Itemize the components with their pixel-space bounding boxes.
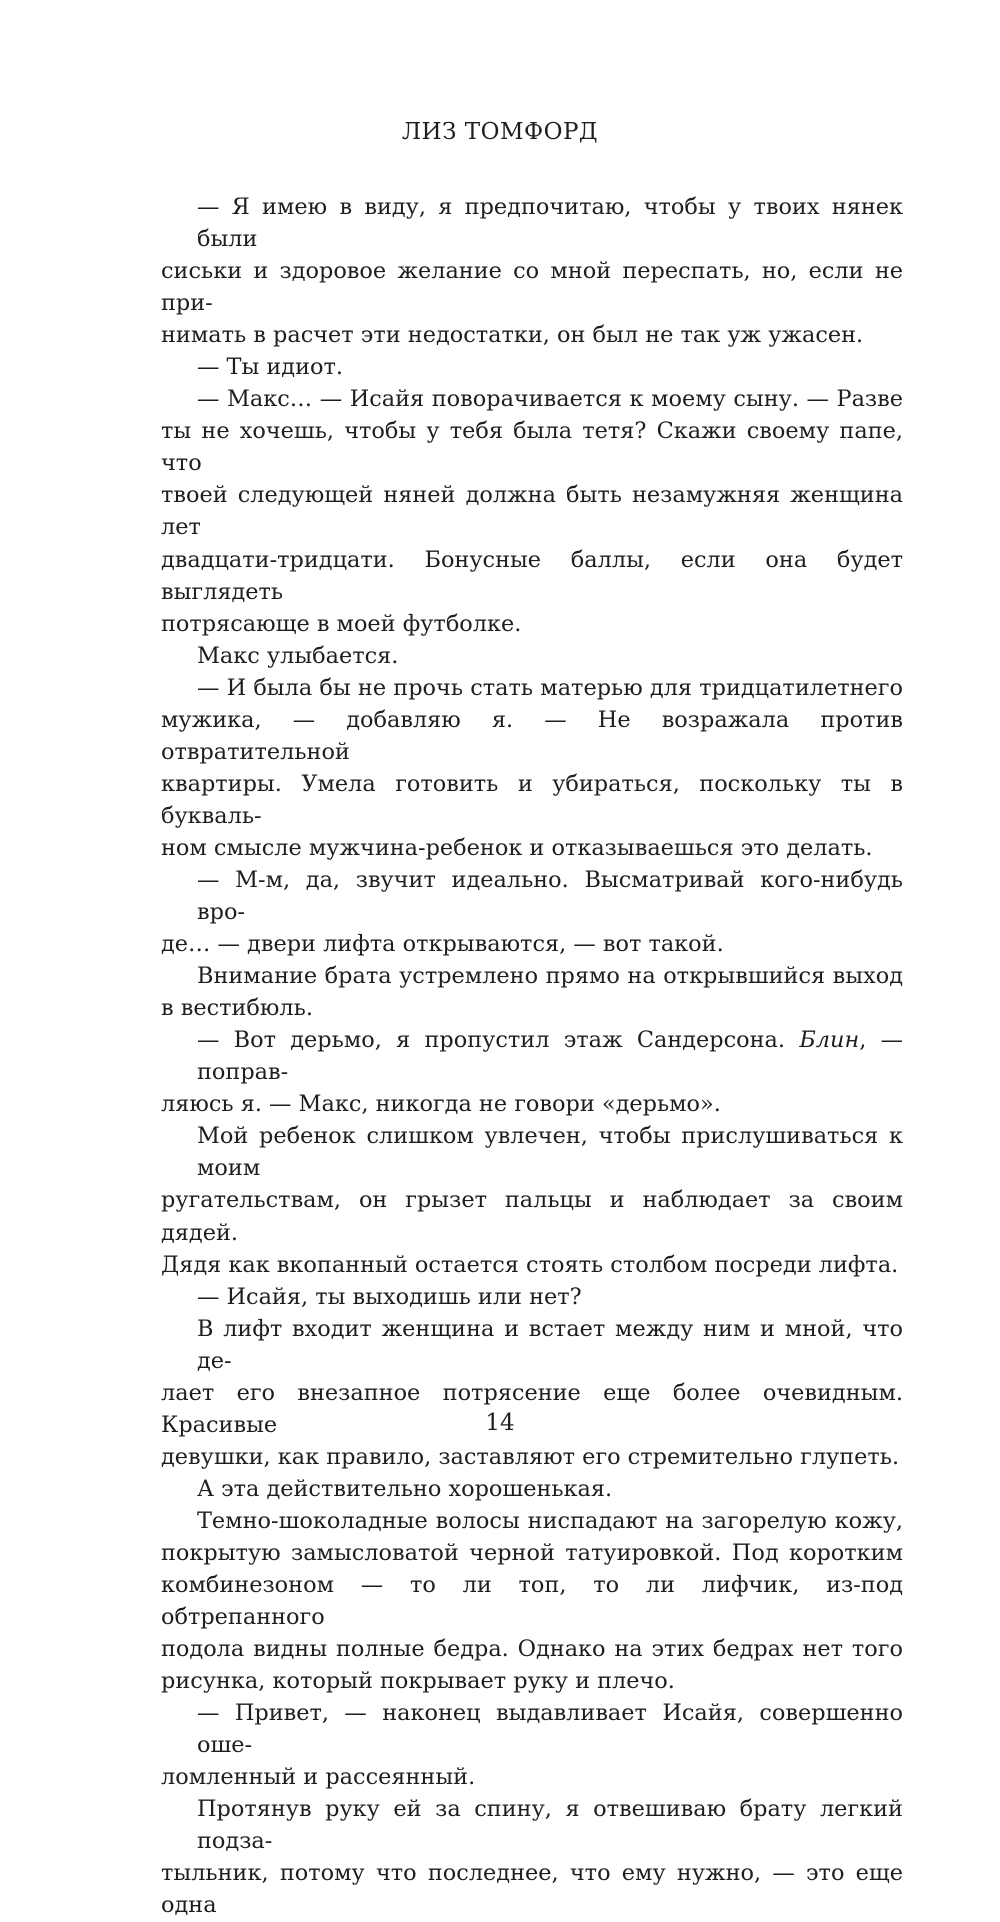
text-line: де… — двери лифта открываются, — вот такой. xyxy=(161,931,724,958)
text-line: покрытую замысловатой черной татуировкой. Под коротким xyxy=(161,1539,903,1566)
running-head: ЛИЗ ТОМФОРД xyxy=(401,119,599,145)
text-line: — Привет, — наконец выдавливает Исайя, совершенно ошe- xyxy=(197,1700,903,1759)
text-line: ляюсь я. — Макс, никогда не говори «дерьмо». xyxy=(161,1091,721,1118)
text-line: ном смысле мужчина-ребенок и отказываешься это делать. xyxy=(161,834,873,861)
text-line: нимать в расчет эти недостатки, он был не так уж ужасен. xyxy=(161,322,864,349)
text-line: ты не хочешь, чтобы у тебя была тетя? Скажи своему папе, что xyxy=(161,418,903,477)
text-line: — И была бы не прочь стать матерью для тридцатилетнего xyxy=(197,674,903,701)
text-line: — Исайя, ты выходишь или нет? xyxy=(197,1283,582,1310)
text-line: Дядя как вкопанный остается стоять столбом посреди лифта. xyxy=(161,1251,899,1278)
text-line: Внимание брата устремлено прямо на открывшийся выход xyxy=(197,963,903,990)
text-line: рисунка, который покрывает руку и плечо. xyxy=(161,1668,675,1695)
text-line: двадцати-тридцати. Бонусные баллы, если она будет выглядеть xyxy=(161,546,903,605)
text-line: ломленный и рассеянный. xyxy=(161,1764,476,1791)
page-number: 14 xyxy=(485,1410,515,1436)
text-line: сиськи и здоровое желание со мной переспать, но, если не при- xyxy=(161,258,903,317)
body-text xyxy=(161,191,903,1922)
text-line: — Я имею в виду, я предпочитаю, чтобы у твоих нянек были xyxy=(197,194,903,253)
text-line: твоей следующей няней должна быть незамужняя женщина лет xyxy=(161,482,903,541)
text-line: Мой ребенок слишком увлечен, чтобы прислушиваться к моим xyxy=(197,1123,903,1182)
text-line: потрясающе в моей футболке. xyxy=(161,610,522,637)
text-line: — Вот дерьмо, я пропустил этаж Сандерсона. Блин, — поправ- xyxy=(197,1027,903,1086)
text-line: комбинезоном — то ли топ, то ли лифчик, из-под обтрепанного xyxy=(161,1572,903,1631)
text-line: А эта действительно хорошенькая. xyxy=(197,1475,613,1502)
text-line: квартиры. Умела готовить и убираться, поскольку ты в букваль- xyxy=(161,770,903,829)
text-line: подола видны полные бедра. Однако на этих бедрах нет того xyxy=(161,1636,903,1663)
text-line: мужика, — добавляю я. — Не возражала против отвратительной xyxy=(161,706,903,765)
text-line: — Макс… — Исайя поворачивается к моему сыну. — Разве xyxy=(197,386,903,413)
text-line: — Ты идиот. xyxy=(197,354,343,381)
italic-word: Блин xyxy=(799,1027,860,1054)
text-line: девушки, как правило, заставляют его стремительно глупеть. xyxy=(161,1443,900,1470)
text-line: — М-м, да, звучит идеально. Высматривай кого-нибудь вро- xyxy=(197,866,903,926)
text-line: ругательствам, он грызет пальцы и наблюдает за своим дядей. xyxy=(161,1187,903,1246)
text-line: Темно-шоколадные волосы ниспадают на загорелую кожу, xyxy=(197,1507,903,1534)
text-line: Протянув руку ей за спину, я отвешиваю брату легкий подза- xyxy=(197,1796,903,1855)
text-line: В лифт входит женщина и встает между ним и мной, что де- xyxy=(197,1315,903,1374)
text-line: лает его внезапное потрясение еще более очевидным. Красивые xyxy=(161,1379,903,1438)
text-line: в вестибюль. xyxy=(161,995,313,1022)
text-line: Макс улыбается. xyxy=(197,642,399,669)
text-line: тыльник, потому что последнее, что ему нужно, — это еще одна xyxy=(161,1860,903,1919)
